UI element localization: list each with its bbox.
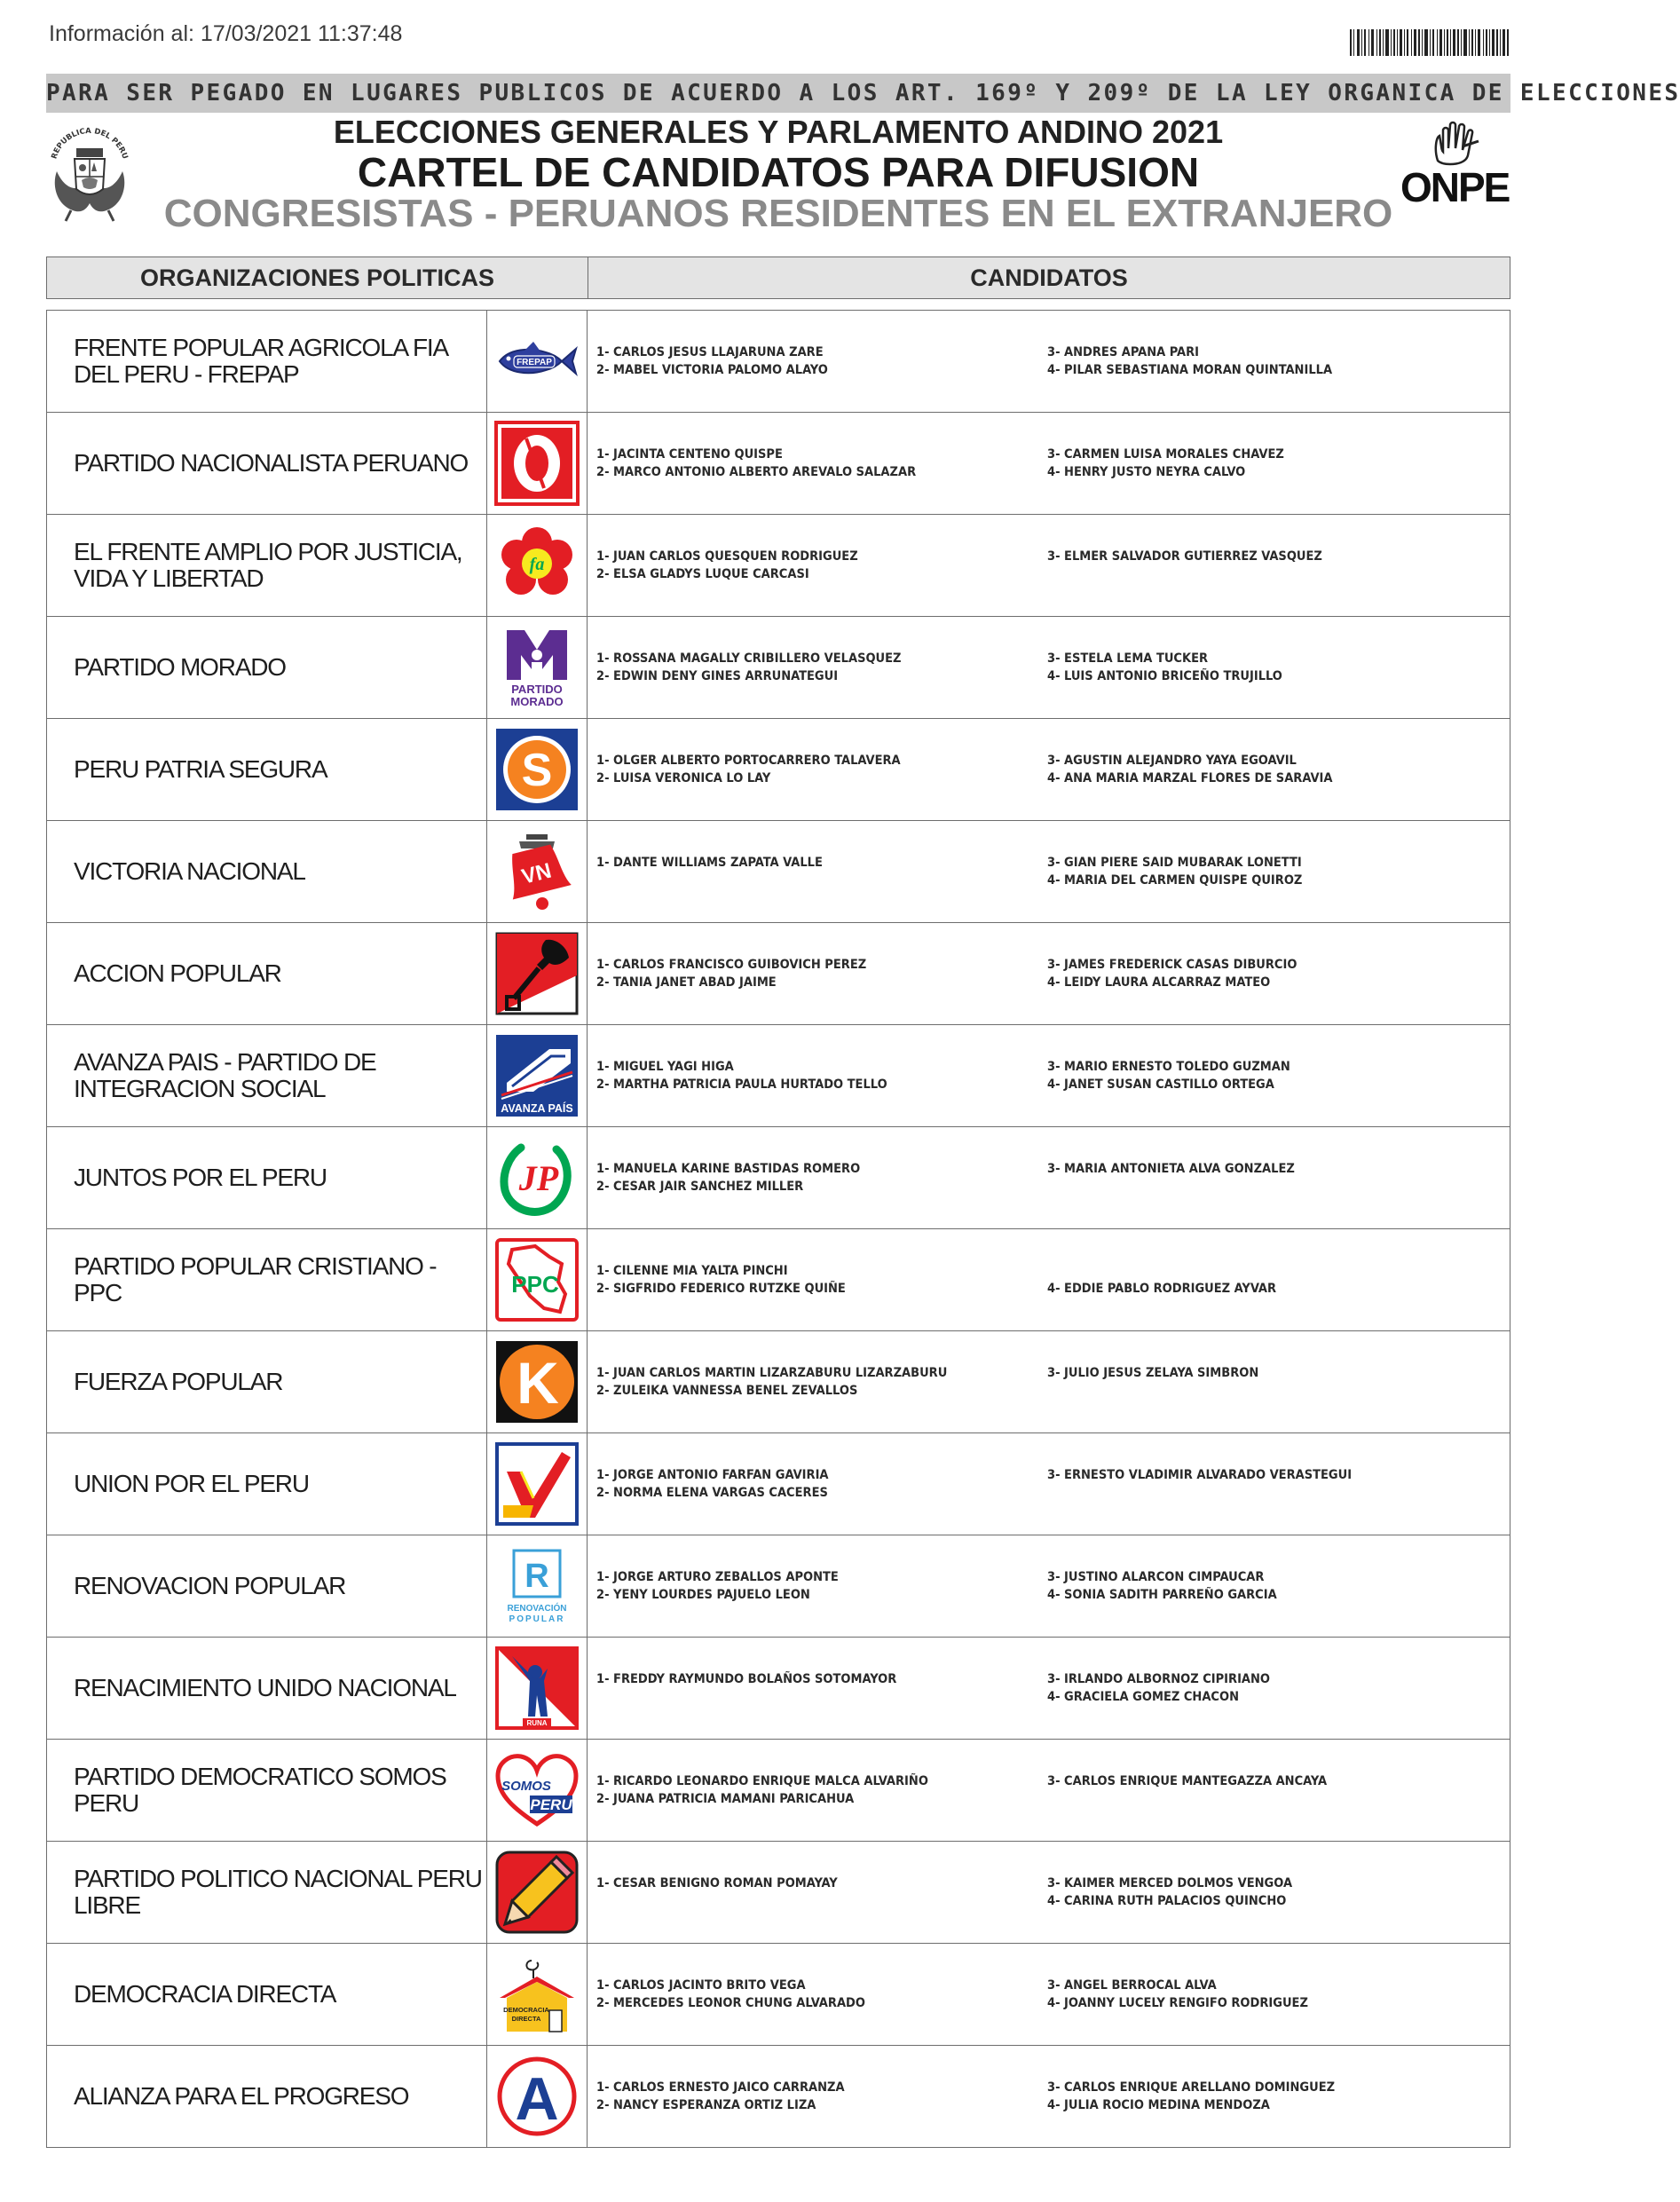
candidate-name: 3- KAIMER MERCED DOLMOS VENGOA bbox=[1047, 1876, 1293, 1890]
table-row bbox=[47, 821, 1510, 923]
candidate-list bbox=[588, 413, 1510, 514]
svg-text:DEMOCRACIA: DEMOCRACIA bbox=[503, 2006, 549, 2014]
patria-segura-s-icon bbox=[494, 727, 580, 812]
candidate-name: 2- LUISA VERONICA LO LAY bbox=[596, 771, 771, 785]
frepap-fish-icon bbox=[494, 319, 580, 404]
party-logo-cell bbox=[487, 1331, 588, 1432]
poster-subtitle: CONGRESISTAS - PERUANOS RESIDENTES EN EL EXTRANJERO bbox=[163, 192, 1393, 235]
candidate-name: 2- CESAR JAIR SANCHEZ MILLER bbox=[596, 1180, 804, 1194]
info-timestamp: Información al: 17/03/2021 11:37:48 bbox=[49, 21, 403, 46]
party-name: PARTIDO DEMOCRATICO SOMOS PERU bbox=[47, 1740, 487, 1841]
svg-text:A: A bbox=[515, 2065, 559, 2133]
candidate-name: 4- CARINA RUTH PALACIOS QUINCHO bbox=[1047, 1894, 1287, 1908]
table-row bbox=[47, 1842, 1510, 1944]
party-logo-cell bbox=[487, 719, 588, 820]
candidate-name: 2- ZULEIKA VANNESSA BENEL ZEVALLOS bbox=[596, 1384, 858, 1398]
table-row bbox=[47, 1229, 1510, 1331]
candidate-list bbox=[588, 1944, 1510, 2045]
juntos-jp-icon bbox=[494, 1135, 580, 1220]
table-row bbox=[47, 617, 1510, 719]
party-name: FRENTE POPULAR AGRICOLA FIA DEL PERU - FREPAP bbox=[47, 311, 487, 412]
candidate-name: 4- JOANNY LUCELY RENGIFO RODRIGUEZ bbox=[1047, 1996, 1308, 2010]
candidate-name: 2- MABEL VICTORIA PALOMO ALAYO bbox=[596, 363, 828, 377]
candidate-name: 3- CARLOS ENRIQUE ARELLANO DOMINGUEZ bbox=[1047, 2080, 1336, 2095]
party-name: DEMOCRACIA DIRECTA bbox=[47, 1944, 487, 2045]
candidate-name: 4- LEIDY LAURA ALCARRAZ MATEO bbox=[1047, 975, 1271, 990]
candidate-name: 1- MANUELA KARINE BASTIDAS ROMERO bbox=[596, 1162, 861, 1176]
flower-icon bbox=[494, 523, 580, 608]
table-row bbox=[47, 1025, 1510, 1127]
party-name: JUNTOS POR EL PERU bbox=[47, 1127, 487, 1228]
party-name: ACCION POPULAR bbox=[47, 923, 487, 1024]
party-logo-cell bbox=[487, 1535, 588, 1637]
svg-text:RENOVACIÓN: RENOVACIÓN bbox=[507, 1604, 567, 1614]
party-name: PARTIDO POLITICO NACIONAL PERU LIBRE bbox=[47, 1842, 487, 1943]
candidate-name bbox=[596, 1892, 838, 1910]
table-row bbox=[47, 719, 1510, 821]
table-row bbox=[47, 923, 1510, 1025]
heart-icon bbox=[494, 1748, 580, 1833]
peru-map-icon bbox=[494, 1237, 580, 1322]
column-header-organizations: ORGANIZACIONES POLITICAS bbox=[47, 257, 588, 298]
table-row bbox=[47, 2046, 1510, 2147]
party-name: EL FRENTE AMPLIO POR JUSTICIA, VIDA Y LIBERTAD bbox=[47, 515, 487, 616]
candidate-name: 1- CARLOS JACINTO BRITO VEGA bbox=[596, 1978, 806, 1993]
candidate-name: 2- ELSA GLADYS LUQUE CARCASI bbox=[596, 567, 809, 581]
train-icon bbox=[494, 1033, 580, 1118]
party-name: PARTIDO MORADO bbox=[47, 617, 487, 718]
raised-hand-person-icon bbox=[494, 1646, 580, 1731]
party-logo-cell bbox=[487, 617, 588, 718]
candidate-list bbox=[588, 515, 1510, 616]
candidate-name: 2- JUANA PATRICIA MAMANI PARICAHUA bbox=[596, 1792, 855, 1806]
candidate-list bbox=[588, 821, 1510, 922]
election-title: ELECCIONES GENERALES Y PARLAMENTO ANDINO 2021 bbox=[333, 114, 1224, 150]
candidate-name: 4- GRACIELA GOMEZ CHACON bbox=[1047, 1690, 1240, 1704]
candidate-name: 3- IRLANDO ALBORNOZ CIPIRIANO bbox=[1047, 1672, 1271, 1686]
svg-text:PERU: PERU bbox=[530, 1796, 572, 1813]
candidate-name: 1- CILENNE MIA YALTA PINCHI bbox=[596, 1264, 788, 1278]
candidate-name: 1- DANTE WILLIAMS ZAPATA VALLE bbox=[596, 856, 823, 870]
candidate-name: 2- YENY LOURDES PAJUELO LEON bbox=[596, 1588, 810, 1602]
candidate-name: 3- MARIO ERNESTO TOLEDO GUZMAN bbox=[1047, 1060, 1290, 1074]
svg-text:FREPAP: FREPAP bbox=[517, 358, 552, 367]
candidate-name: 1- JUAN CARLOS MARTIN LIZARZABURU LIZARZABURU bbox=[596, 1366, 948, 1380]
party-name: PARTIDO POPULAR CRISTIANO - PPC bbox=[47, 1229, 487, 1330]
table-row bbox=[47, 1127, 1510, 1229]
party-logo-cell bbox=[487, 2046, 588, 2147]
legal-banner: PARA SER PEGADO EN LUGARES PUBLICOS DE ACUERDO A LOS ART. 169º Y 209º DE LA LEY ORGANICA DE ELECCIONES bbox=[46, 74, 1510, 113]
table-row bbox=[47, 1433, 1510, 1535]
candidate-name: 1- CESAR BENIGNO ROMAN POMAYAY bbox=[596, 1876, 838, 1890]
party-logo-cell bbox=[487, 1433, 588, 1535]
candidate-name: 1- OLGER ALBERTO PORTOCARRERO TALAVERA bbox=[596, 754, 901, 768]
party-logo-cell bbox=[487, 923, 588, 1024]
candidate-name: 3- MARIA ANTONIETA ALVA GONZALEZ bbox=[1047, 1162, 1295, 1176]
svg-text:fa: fa bbox=[529, 555, 545, 574]
candidate-list bbox=[588, 1638, 1510, 1739]
party-logo-cell bbox=[487, 1127, 588, 1228]
candidate-name: 2- NORMA ELENA VARGAS CACERES bbox=[596, 1486, 828, 1500]
svg-text:S: S bbox=[521, 745, 553, 796]
svg-text:PPC: PPC bbox=[511, 1271, 559, 1298]
candidate-name: 1- JACINTA CENTENO QUISPE bbox=[596, 447, 783, 462]
renovacion-r-icon bbox=[494, 1543, 580, 1629]
candidate-list bbox=[588, 719, 1510, 820]
candidate-list bbox=[588, 2046, 1510, 2147]
candidate-name: 2- NANCY ESPERANZA ORTIZ LIZA bbox=[596, 2098, 816, 2112]
svg-text:K: K bbox=[517, 1350, 559, 1416]
house-icon bbox=[494, 1952, 580, 2037]
party-logo-cell bbox=[487, 1740, 588, 1841]
candidate-name: 4- JULIA ROCIO MEDINA MENDOZA bbox=[1047, 2098, 1270, 2112]
svg-text:R: R bbox=[525, 1558, 549, 1595]
svg-text:SOMOS: SOMOS bbox=[501, 1779, 551, 1794]
table-header bbox=[46, 257, 1510, 299]
party-name: RENACIMIENTO UNIDO NACIONAL bbox=[47, 1638, 487, 1739]
nacionalista-logo-icon bbox=[494, 421, 580, 506]
candidate-name: 1- CARLOS ERNESTO JAICO CARRANZA bbox=[596, 2080, 845, 2095]
candidate-name: 1- RICARDO LEONARDO ENRIQUE MALCA ALVARIÑO bbox=[596, 1774, 928, 1788]
coat-of-arms-logo bbox=[46, 122, 133, 223]
party-name: AVANZA PAIS - PARTIDO DE INTEGRACION SOCIAL bbox=[47, 1025, 487, 1126]
candidate-list bbox=[588, 1433, 1510, 1535]
party-name: RENOVACION POPULAR bbox=[47, 1535, 487, 1637]
table-row bbox=[47, 1331, 1510, 1433]
candidate-name: 3- ELMER SALVADOR GUTIERREZ VASQUEZ bbox=[1047, 549, 1322, 564]
svg-text:VN: VN bbox=[519, 858, 555, 889]
candidate-name: 1- JORGE ARTURO ZEBALLOS APONTE bbox=[596, 1570, 839, 1584]
candidate-name: 2- MARTHA PATRICIA PAULA HURTADO TELLO bbox=[596, 1077, 887, 1092]
bell-icon bbox=[494, 829, 580, 914]
candidate-name bbox=[596, 872, 823, 889]
candidate-name: 3- JULIO JESUS ZELAYA SIMBRON bbox=[1047, 1366, 1259, 1380]
poster-title: CARTEL DE CANDIDATOS PARA DIFUSION bbox=[357, 149, 1200, 195]
svg-text:POPULAR: POPULAR bbox=[509, 1614, 565, 1624]
column-header-candidates: CANDIDATOS bbox=[970, 264, 1128, 291]
candidate-name: 3- ERNESTO VLADIMIR ALVARADO VERASTEGUI bbox=[1047, 1468, 1353, 1482]
candidate-name: 4- MARIA DEL CARMEN QUISPE QUIROZ bbox=[1047, 873, 1303, 888]
party-name: ALIANZA PARA EL PROGRESO bbox=[47, 2046, 487, 2147]
shovel-icon bbox=[494, 931, 580, 1016]
candidate-list bbox=[588, 311, 1510, 412]
svg-text:DIRECTA: DIRECTA bbox=[511, 2015, 541, 2023]
candidate-name: 1- JORGE ANTONIO FARFAN GAVIRIA bbox=[596, 1468, 829, 1482]
candidate-name: 4- EDDIE PABLO RODRIGUEZ AYVAR bbox=[1047, 1282, 1277, 1296]
candidate-list bbox=[588, 923, 1510, 1024]
candidate-name bbox=[1047, 1484, 1352, 1502]
candidate-name: 2- EDWIN DENY GINES ARRUNATEGUI bbox=[596, 669, 839, 683]
candidate-name bbox=[1047, 1790, 1327, 1808]
candidate-name: 4- PILAR SEBASTIANA MORAN QUINTANILLA bbox=[1047, 363, 1333, 377]
candidate-name bbox=[596, 1688, 896, 1706]
candidate-name: 2- MARCO ANTONIO ALBERTO AREVALO SALAZAR bbox=[596, 465, 917, 479]
candidate-name: 3- CARMEN LUISA MORALES CHAVEZ bbox=[1047, 447, 1284, 462]
fuerza-k-icon bbox=[494, 1339, 580, 1425]
candidate-name: 1- MIGUEL YAGI HIGA bbox=[596, 1060, 734, 1074]
candidate-name: 3- ANDRES APANA PARI bbox=[1047, 345, 1199, 359]
party-logo-cell bbox=[487, 1638, 588, 1739]
candidate-name: 3- AGUSTIN ALEJANDRO YAYA EGOAVIL bbox=[1047, 754, 1297, 768]
table-row bbox=[47, 1740, 1510, 1842]
candidate-name: 4- LUIS ANTONIO BRICEÑO TRUJILLO bbox=[1047, 669, 1282, 683]
table-row bbox=[47, 1944, 1510, 2046]
barcode bbox=[1350, 29, 1510, 56]
table-row bbox=[47, 1638, 1510, 1740]
svg-text:MORADO: MORADO bbox=[510, 695, 564, 708]
candidates-table bbox=[46, 310, 1510, 2148]
party-logo-cell bbox=[487, 821, 588, 922]
party-name: VICTORIA NACIONAL bbox=[47, 821, 487, 922]
party-name: PARTIDO NACIONALISTA PERUANO bbox=[47, 413, 487, 514]
party-logo-cell bbox=[487, 311, 588, 412]
candidate-name: 1- JUAN CARLOS QUESQUEN RODRIGUEZ bbox=[596, 549, 858, 564]
svg-text:RUNA: RUNA bbox=[526, 1719, 548, 1727]
candidate-name: 1- ROSSANA MAGALLY CRIBILLERO VELASQUEZ bbox=[596, 651, 902, 666]
candidate-name: 4- HENRY JUSTO NEYRA CALVO bbox=[1047, 465, 1246, 479]
candidate-name bbox=[1047, 1178, 1295, 1196]
svg-text:JP: JP bbox=[518, 1158, 559, 1198]
table-row bbox=[47, 413, 1510, 515]
candidate-list bbox=[588, 1842, 1510, 1943]
candidate-name: 3- CARLOS ENRIQUE MANTEGAZZA ANCAYA bbox=[1047, 1774, 1328, 1788]
onpe-logo bbox=[1400, 120, 1516, 216]
svg-text:AVANZA PAÍS: AVANZA PAÍS bbox=[501, 1102, 573, 1115]
candidate-name: 2- MERCEDES LEONOR CHUNG ALVARADO bbox=[596, 1996, 865, 2010]
party-logo-cell bbox=[487, 1842, 588, 1943]
candidate-name bbox=[1047, 1262, 1276, 1280]
candidate-list bbox=[588, 617, 1510, 718]
ballot-hand-icon bbox=[1431, 120, 1486, 166]
party-name: UNION POR EL PERU bbox=[47, 1433, 487, 1535]
candidate-name: 1- CARLOS FRANCISCO GUIBOVICH PEREZ bbox=[596, 958, 867, 972]
onpe-wordmark: ONPE bbox=[1400, 164, 1510, 210]
candidate-name: 1- FREDDY RAYMUNDO BOLAÑOS SOTOMAYOR bbox=[596, 1672, 897, 1686]
candidate-name: 4- SONIA SADITH PARREÑO GARCIA bbox=[1047, 1588, 1277, 1602]
candidate-name: 3- ANGEL BERROCAL ALVA bbox=[1047, 1978, 1217, 1993]
candidate-list bbox=[588, 1740, 1510, 1841]
party-logo-cell bbox=[487, 1229, 588, 1330]
candidate-name: 2- SIGFRIDO FEDERICO RUTZKE QUIÑE bbox=[596, 1282, 846, 1296]
party-name: FUERZA POPULAR bbox=[47, 1331, 487, 1432]
candidate-list bbox=[588, 1229, 1510, 1330]
candidate-name: 1- CARLOS JESUS LLAJARUNA ZARE bbox=[596, 345, 824, 359]
candidate-list bbox=[588, 1025, 1510, 1126]
svg-text:PARTIDO: PARTIDO bbox=[511, 683, 563, 696]
table-row bbox=[47, 515, 1510, 617]
partido-morado-m-icon bbox=[494, 625, 580, 710]
candidate-name bbox=[1047, 565, 1322, 583]
checkmark-icon bbox=[494, 1441, 580, 1527]
party-name: PERU PATRIA SEGURA bbox=[47, 719, 487, 820]
candidate-name: 3- JUSTINO ALARCON CIMPAUCAR bbox=[1047, 1570, 1265, 1584]
candidate-name: 2- TANIA JANET ABAD JAIME bbox=[596, 975, 777, 990]
coat-of-arms-text: REPUBLICA DEL PERU bbox=[50, 126, 130, 161]
candidate-list bbox=[588, 1535, 1510, 1637]
alianza-a-icon bbox=[494, 2054, 580, 2139]
party-logo-cell bbox=[487, 1025, 588, 1126]
candidate-name: 3- GIAN PIERE SAID MUBARAK LONETTI bbox=[1047, 856, 1302, 870]
party-logo-cell bbox=[487, 515, 588, 616]
pencil-icon bbox=[494, 1850, 580, 1935]
candidate-list bbox=[588, 1127, 1510, 1228]
table-row bbox=[47, 1535, 1510, 1638]
party-logo-cell bbox=[487, 413, 588, 514]
candidate-list bbox=[588, 1331, 1510, 1432]
table-row bbox=[47, 311, 1510, 413]
party-logo-cell bbox=[487, 1944, 588, 2045]
candidate-name bbox=[1047, 1382, 1258, 1400]
candidate-name: 3- JAMES FREDERICK CASAS DIBURCIO bbox=[1047, 958, 1297, 972]
candidate-name: 4- ANA MARIA MARZAL FLORES DE SARAVIA bbox=[1047, 771, 1333, 785]
candidate-name: 4- JANET SUSAN CASTILLO ORTEGA bbox=[1047, 1077, 1274, 1092]
candidate-name: 3- ESTELA LEMA TUCKER bbox=[1047, 651, 1209, 666]
